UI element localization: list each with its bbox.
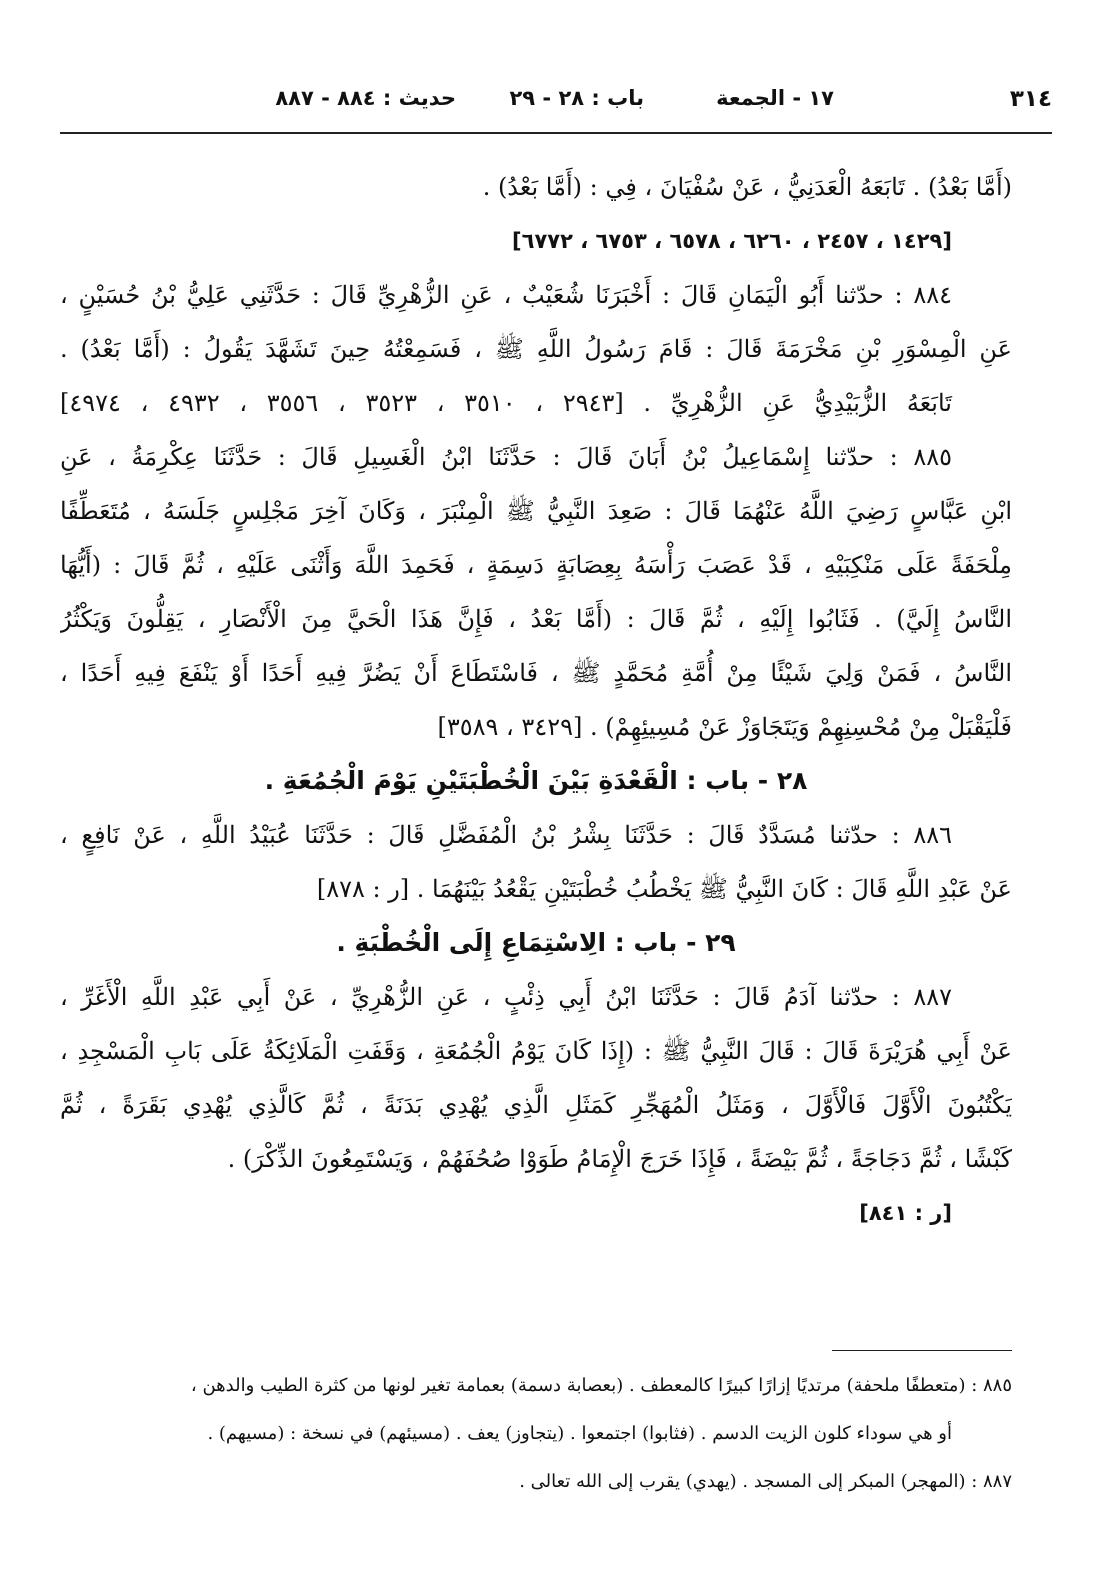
text-line: (أَمَّا بَعْدُ) . تَابَعَهُ الْعَدَنِيُّ ، عَنْ سُفْيَانَ ، فِي : (أَمَّا بَعْدُ) . (482, 173, 1012, 201)
cross-reference-line: تَابَعَهُ الزُّبَيْدِيُّ عَنِ الزُّهْرِيِّ . [٢٩٤٣ ، ٣٥١٠ ، ٣٥٢٣ ، ٣٥٥٦ ، ٤٩٣٢ ، ٤٩٧٤] (60, 389, 952, 417)
hadith-884-start: ٨٨٤ : حدّثنا أَبُو الْيَمَانِ قَالَ : أَخْبَرَنَا شُعَيْبٌ ، عَنِ الزُّهْرِيِّ قَالَ : حَدَّثَنِي عَلِيُّ بْنُ حُسَيْنٍ ، (60, 281, 952, 309)
footnote-887: ٨٨٧ : (المهجر) المبكر إلى المسجد . (يهدي) يقرب إلى الله تعالى . (519, 1471, 1012, 1492)
chapter-heading-28: ٢٨ - باب : الْقَعْدَةِ بَيْنَ الْخُطْبَتَيْنِ يَوْمَ الْجُمُعَةِ . (264, 766, 808, 795)
text-line: النَّاسُ إِلَيَّ) . فَثَابُوا إِلَيْهِ ، ثُمَّ قَالَ : (أَمَّا بَعْدُ ، فَإِنَّ هَذَا الْحَيَّ مِنَ الْأَنْصَارِ ، يَقِلُّونَ وَيَكْثُرُ (60, 605, 1012, 633)
text-line: النَّاسُ ، فَمَنْ وَلِيَ شَيْئًا مِنْ أُمَّةِ مُحَمَّدٍ ﷺ ، فَاسْتَطَاعَ أَنْ يَضُرَّ فِيهِ أَحَدًا أَوْ يَنْفَعَ فِيهِ أَحَدًا ، (60, 659, 1012, 687)
hadith-885-start: ٨٨٥ : حدّثنا إِسْمَاعِيلُ بْنُ أَبَانَ قَالَ : حَدَّثَنَا ابْنُ الْغَسِيلِ قَالَ : حَدَّثَنَا عِكْرِمَةُ ، عَنِ (60, 443, 952, 471)
chapter-range: باب : ٢٨ - ٢٩ (509, 86, 644, 110)
text-line: ابْنِ عَبَّاسٍ رَضِيَ اللَّهُ عَنْهُمَا قَالَ : صَعِدَ النَّبِيُّ ﷺ الْمِنْبَرَ ، وَكَانَ آخِرَ مَجْلِسٍ جَلَسَهُ ، مُتَعَطِّفًا (60, 497, 1012, 525)
page-number: ٣١٤ (1009, 86, 1052, 112)
footnote-885: ٨٨٥ : (متعطفًا ملحفة) مرتديًا إزارًا كبيرًا كالمعطف . (بعصابة دسمة) بعمامة تغير لونها من كثرة الطيب والدهن ، (190, 1375, 1012, 1396)
text-line: كَبْشًا ، ثُمَّ دَجَاجَةً ، ثُمَّ بَيْضَةً ، فَإِذَا خَرَجَ الْإِمَامُ طَوَوْا صُحُفَهُمْ ، وَيَسْتَمِعُونَ الذِّكْرَ) . (227, 1145, 1012, 1173)
text-line: عَنْ أَبِي هُرَيْرَةَ قَالَ : قَالَ النَّبِيُّ ﷺ : (إِذَا كَانَ يَوْمُ الْجُمُعَةِ ، وَقَفَتِ الْمَلَائِكَةُ عَلَى بَابِ الْمَسْجِدِ ، (60, 1037, 1012, 1065)
cross-reference: [١٤٢٩ ، ٢٤٥٧ ، ٦٢٦٠ ، ٦٥٧٨ ، ٦٧٥٣ ، ٦٧٧٢] (512, 229, 952, 253)
text-line: يَكْتُبُونَ الْأَوَّلَ فَالْأَوَّلَ ، وَمَثَلُ الْمُهَجِّرِ كَمَثَلِ الَّذِي يُهْدِي بَدَنَةً ، ثُمَّ كَالَّذِي يُهْدِي بَقَرَةً ، ثُمَّ (60, 1091, 1012, 1119)
hadith-887-start: ٨٨٧ : حدّثنا آدَمُ قَالَ : حَدَّثَنَا ابْنُ أَبِي ذِئْبٍ ، عَنِ الزُّهْرِيِّ ، عَنْ أَبِي عَبْدِ اللَّهِ الْأَغَرِّ ، (60, 983, 952, 1011)
text-line: فَلْيَقْبَلْ مِنْ مُحْسِنِهِمْ وَيَتَجَاوَزْ عَنْ مُسِيئِهِمْ) . [٣٤٢٩ ، ٣٥٨٩] (437, 713, 1012, 741)
header-divider (60, 132, 1052, 134)
footnotes (80, 1362, 1012, 1506)
book-title: ١٧ - الجمعة (716, 86, 834, 110)
cross-reference: [ر : ٨٤١] (859, 1201, 952, 1225)
text-line: عَنِ الْمِسْوَرِ بْنِ مَخْرَمَةَ قَالَ : قَامَ رَسُولُ اللَّهِ ﷺ ، فَسَمِعْتُهُ حِينَ تَشَهَّدَ يَقُولُ : (أَمَّا بَعْدُ) . (60, 335, 1012, 363)
hadith-886-start: ٨٨٦ : حدّثنا مُسَدَّدٌ قَالَ : حَدَّثَنَا بِشْرُ بْنُ الْمُفَضَّلِ قَالَ : حَدَّثَنَا عُبَيْدُ اللَّهِ ، عَنْ نَافِعٍ ، (60, 821, 952, 849)
running-head (60, 78, 1052, 118)
hadith-range: حديث : ٨٨٤ - ٨٨٧ (275, 86, 456, 110)
footnote-885-continued: أو هي سوداء كلون الزيت الدسم . (فثابوا) اجتمعوا . (يتجاوز) يعف . (مسيئهم) في نسخة : (مسيهم) . (207, 1423, 952, 1444)
text-line: عَنْ عَبْدِ اللَّهِ قَالَ : كَانَ النَّبِيُّ ﷺ يَخْطُبُ خُطْبَتَيْنِ يَقْعُدُ بَيْنَهُمَا . [ر : ٨٧٨] (316, 875, 1012, 903)
footnote-divider (832, 1350, 1012, 1351)
main-text (60, 160, 1012, 1240)
text-line: مِلْحَفَةً عَلَى مَنْكِبَيْهِ ، قَدْ عَصَبَ رَأْسَهُ بِعِصَابَةٍ دَسِمَةٍ ، فَحَمِدَ اللَّهَ وَأَثْنَى عَلَيْهِ ، ثُمَّ قَالَ : (أَيُّهَا (60, 551, 1012, 579)
chapter-heading-29: ٢٩ - باب : الِاسْتِمَاعِ إِلَى الْخُطْبَةِ . (336, 928, 736, 957)
